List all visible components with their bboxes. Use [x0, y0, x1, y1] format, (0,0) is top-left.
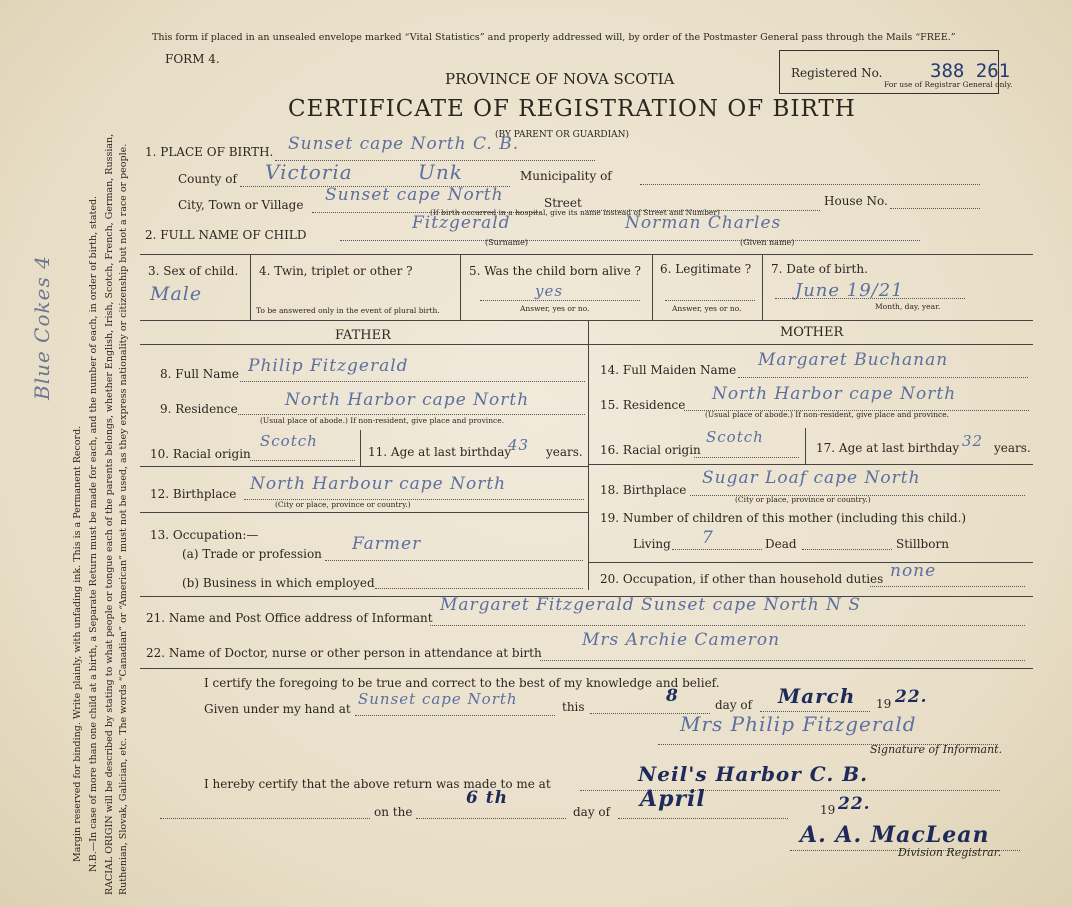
house-no-label: House No.	[824, 194, 888, 208]
mother-racial-divider	[805, 428, 806, 464]
mother-residence-label: 15. Residence	[600, 398, 686, 412]
father-racial-label: 10. Racial origin	[150, 447, 251, 461]
mother-occupation-value: none	[890, 561, 937, 581]
mother-racial-bottom	[588, 464, 1033, 465]
hereby-certify-label: I hereby certify that the above return was made to me at	[204, 777, 551, 791]
father-years-label: years.	[546, 445, 583, 459]
signature-of-informant-label: Signature of Informant.	[870, 743, 1003, 756]
certificate-title: CERTIFICATE OF REGISTRATION OF BIRTH	[288, 96, 856, 122]
legitimate-line	[665, 300, 755, 301]
mother-residence-value: North Harbor cape North	[712, 384, 957, 404]
city-value: Sunset cape North	[325, 185, 504, 205]
legitimate-answer-note: Answer, yes or no.	[672, 304, 742, 313]
form-number: FORM 4.	[165, 52, 220, 66]
received-day-line	[416, 818, 566, 819]
mother-birthplace-note: (City or place, province or country.)	[735, 495, 871, 504]
mother-abode-note: (Usual place of abode.) If non-resident, give place and province.	[705, 410, 950, 419]
county-label: County of	[178, 172, 237, 186]
on-the-label: on the	[374, 805, 413, 819]
father-age-label: 11. Age at last birthday	[368, 445, 512, 459]
father-birthplace-value: North Harbour cape North	[250, 474, 507, 494]
mother-racial-line	[694, 457, 799, 458]
father-trade-value: Farmer	[352, 534, 422, 554]
mother-heading: MOTHER	[780, 325, 844, 340]
year-prefix-label: 19	[876, 697, 892, 711]
dead-line	[802, 549, 892, 550]
mother-racial-value: Scotch	[706, 428, 764, 446]
father-birthplace-note: (City or place, province or country.)	[275, 500, 411, 509]
child-name-line	[340, 240, 920, 241]
margin-binding-note: Margin reserved for binding. Write plainly, with unfading ink. This is a Permanent Record.	[72, 425, 83, 862]
father-birthplace-bottom	[140, 512, 588, 513]
year-value: 22.	[895, 687, 928, 707]
division-registrar-label: Division Registrar.	[898, 846, 1002, 859]
margin-nb-note: N.B.—In case of more than one child at a birth, a Separate Return must be made for each, and the number of each, in order of birth, stated.	[88, 195, 99, 872]
alive-value: yes	[535, 282, 564, 300]
living-value: 7	[702, 528, 714, 548]
informant-line	[430, 625, 1025, 626]
father-racial-bottom	[140, 466, 588, 467]
father-residence-label: 9. Residence	[160, 402, 238, 416]
informant-signature: Mrs Philip Fitzgerald	[680, 712, 917, 736]
col-divider-3	[652, 254, 653, 320]
registered-number: 388 261	[930, 60, 1011, 82]
alive-label: 5. Was the child born alive ?	[469, 264, 641, 278]
received-at-value: Neil's Harbor C. B.	[638, 762, 869, 786]
father-racial-divider	[360, 430, 361, 466]
father-trade-line	[325, 560, 583, 561]
city-label: City, Town or Village	[178, 198, 304, 212]
mother-children-label: 19. Number of children of this mother (including this child.)	[600, 511, 967, 525]
certify-text: I certify the foregoing to be true and correct to the best of my knowledge and belief.	[204, 676, 720, 690]
row-divider-top	[140, 254, 1033, 255]
mother-age-value: 32	[962, 432, 984, 450]
mother-racial-label: 16. Racial origin	[600, 443, 701, 457]
on-the-leader-line	[160, 818, 370, 819]
place-of-birth-label: 1. PLACE OF BIRTH.	[145, 145, 274, 159]
mother-birthplace-value: Sugar Loaf cape North	[702, 468, 921, 488]
father-heading: FATHER	[335, 328, 391, 343]
father-abode-note: (Usual place of abode.) If non-resident, give place and province.	[260, 416, 505, 425]
alive-answer-note: Answer, yes or no.	[520, 304, 590, 313]
father-business-line	[375, 588, 583, 589]
informant-value: Margaret Fitzgerald Sunset cape North N S	[440, 595, 861, 615]
child-given-value: Norman Charles	[625, 213, 782, 233]
sex-value: Male	[150, 283, 203, 305]
twin-note: To be answered only in the event of plural birth.	[256, 306, 440, 315]
county-value: Victoria	[265, 160, 353, 184]
col-divider-1	[250, 254, 251, 320]
mother-years-label: years.	[994, 441, 1031, 455]
father-name-value: Philip Fitzgerald	[248, 356, 409, 376]
dead-label: Dead	[765, 537, 797, 551]
father-name-line	[240, 381, 585, 382]
legitimate-label: 6. Legitimate ?	[660, 262, 752, 276]
sex-label: 3. Sex of child.	[148, 264, 239, 278]
municipality-value: Unk	[418, 160, 463, 184]
registrar-signature: A. A. MacLean	[800, 822, 990, 848]
date-of-birth-line	[775, 298, 965, 299]
margin-racial-note-2: Ruthenian, Slovak, Galician, etc. The words “Canadian” or “American” must not be used, as they express nationality or citizenship but not a race or people.	[118, 143, 129, 895]
father-birthplace-label: 12. Birthplace	[150, 487, 237, 501]
day-of-label-2: day of	[573, 805, 611, 819]
row-divider-bottom	[140, 320, 1033, 321]
father-trade-label: (a) Trade or profession	[182, 547, 322, 561]
given-at-value: Sunset cape North	[358, 690, 518, 708]
mother-maiden-label: 14. Full Maiden Name	[600, 363, 737, 377]
registered-label: Registered No.	[791, 66, 883, 80]
mother-occupation-label: 20. Occupation, if other than household duties	[600, 572, 884, 586]
informant-label: 21. Name and Post Office address of Informant	[146, 611, 433, 625]
municipality-line	[640, 184, 980, 185]
col-divider-2	[460, 254, 461, 320]
surname-note: (Surname)	[485, 238, 528, 247]
place-of-birth-value: Sunset cape North C. B.	[288, 134, 520, 154]
mother-occupation-line	[870, 586, 1025, 587]
mother-maiden-value: Margaret Buchanan	[758, 350, 949, 370]
doctor-value: Mrs Archie Cameron	[582, 630, 781, 650]
day-value: 8	[666, 686, 679, 706]
living-label: Living	[633, 537, 671, 551]
parents-divider	[588, 320, 589, 590]
living-line	[672, 549, 762, 550]
month-value: March	[778, 684, 856, 708]
mother-maiden-line	[738, 377, 1028, 378]
municipality-label: Municipality of	[520, 169, 612, 183]
father-name-label: 8. Full Name	[160, 367, 239, 381]
child-surname-value: Fitzgerald	[412, 213, 511, 233]
received-year-value: 22.	[838, 794, 871, 814]
alive-line	[480, 300, 640, 301]
mother-children-bottom	[588, 562, 1033, 563]
father-racial-line	[250, 460, 355, 461]
mother-age-label: 17. Age at last birthday	[816, 441, 960, 455]
received-month-value: April	[640, 786, 706, 812]
given-at-line	[355, 715, 555, 716]
date-of-birth-value: June 19/21	[795, 280, 904, 301]
margin-racial-note: RACIAL ORIGIN will be described by stating to what people or tongue each of the parents belongs, whether English, Irish, Scotch, French, German, Russian,	[104, 133, 115, 895]
house-no-line	[890, 208, 980, 209]
certificate-subtitle: (BY PARENT OR GUARDIAN)	[495, 130, 630, 140]
father-racial-value: Scotch	[260, 432, 318, 450]
given-under-label: Given under my hand at	[204, 702, 351, 716]
doctor-label: 22. Name of Doctor, nurse or other person in attendance at birth	[146, 646, 542, 660]
this-label: this	[562, 700, 585, 714]
mother-birthplace-label: 18. Birthplace	[600, 483, 687, 497]
twin-label: 4. Twin, triplet or other ?	[259, 264, 413, 278]
father-business-label: (b) Business in which employed	[182, 576, 375, 590]
date-of-birth-label: 7. Date of birth.	[771, 262, 868, 276]
stillborn-label: Stillborn	[896, 537, 949, 551]
hospital-note: (If birth occurred in a hospital, give its name instead of Street and Number)	[430, 208, 720, 217]
father-residence-line	[238, 414, 585, 415]
doctor-line	[540, 660, 1025, 661]
mail-notice: This form if placed in an unsealed envelope marked “Vital Statistics” and properly addressed will, by order of the Postmaster General pass through the Mails “FREE.”	[152, 32, 956, 43]
date-of-birth-note: Month, day, year.	[875, 302, 941, 311]
certify-top-line	[140, 668, 1033, 669]
parents-header-line	[140, 344, 1033, 345]
street-label: Street	[544, 196, 582, 210]
father-residence-value: North Harbor cape North	[285, 390, 530, 410]
received-day-value: 6 th	[466, 788, 508, 808]
year-prefix-label-2: 19	[820, 803, 836, 817]
registration-box	[779, 50, 1013, 94]
received-month-line	[618, 818, 788, 819]
registered-note: For use of Registrar General only.	[884, 80, 1013, 89]
day-of-label: day of	[715, 698, 753, 712]
given-name-note: (Given name)	[740, 238, 795, 247]
full-name-child-label: 2. FULL NAME OF CHILD	[145, 228, 307, 242]
father-age-value: 43	[508, 436, 530, 454]
province-heading: PROVINCE OF NOVA SCOTIA	[445, 70, 675, 88]
father-occupation-label: 13. Occupation:—	[150, 528, 259, 542]
col-divider-4	[762, 254, 763, 320]
margin-annotation: Blue Cokes 4	[30, 255, 54, 400]
